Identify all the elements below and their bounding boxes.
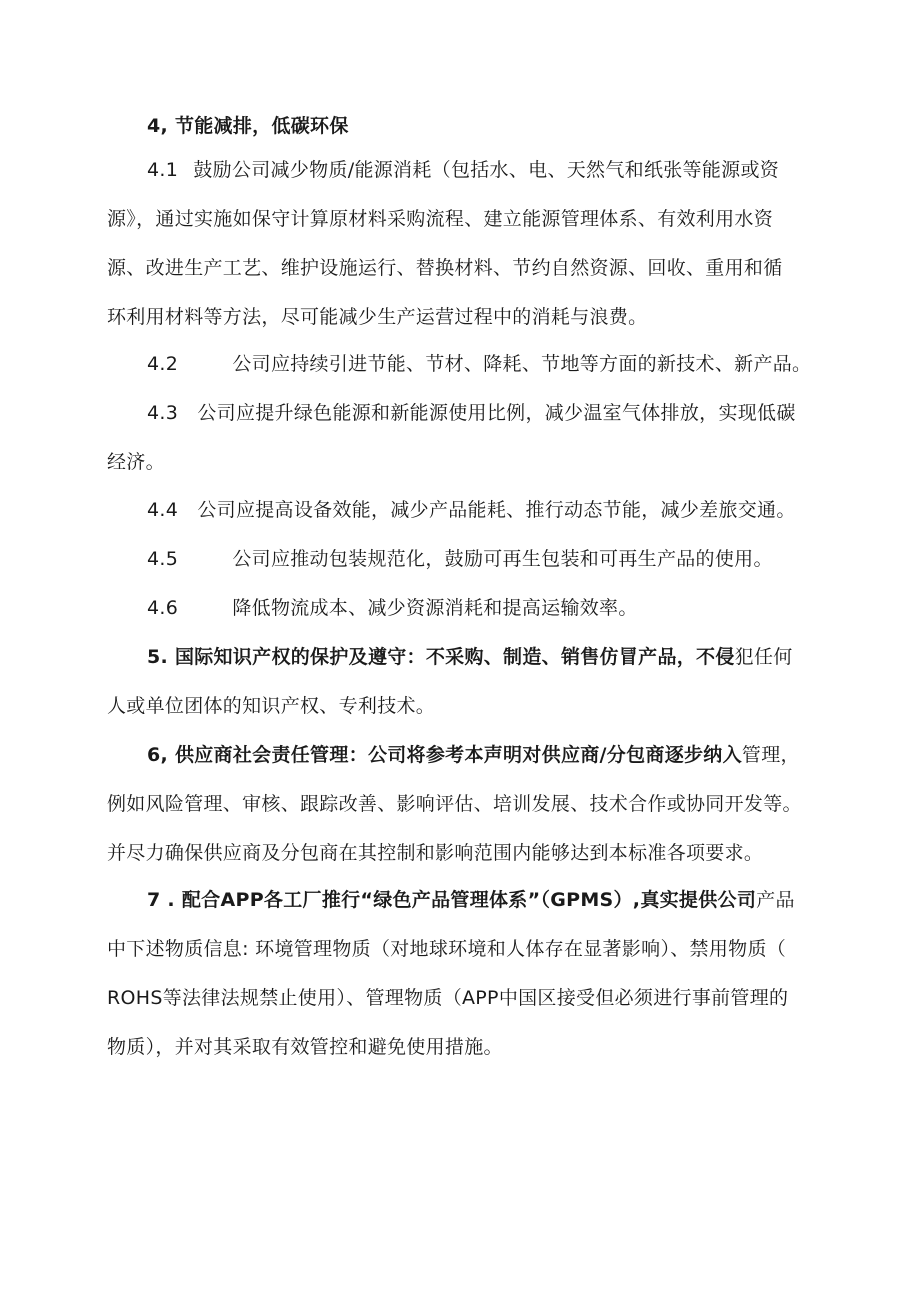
item-4-1-line-1: 鼓励公司减少物质/能源消耗（包括水、电、天然气和纸张等能源或资 <box>193 159 780 181</box>
item-4-5-number: 4.5 <box>147 548 179 570</box>
section-7-line-2: 中下述物质信息: 环境管理物质（对地球环境和人体存在显著影响）、禁用物质（ <box>107 938 787 960</box>
item-4-2 <box>107 340 819 389</box>
item-4-3 <box>107 389 819 487</box>
section-6-lead-rest: 管理， <box>741 744 800 766</box>
item-4-3-number: 4.3 <box>147 402 179 424</box>
section-7-line-4: 物质），并对其采取有效管控和避免使用措施。 <box>107 1036 503 1058</box>
section-7 <box>107 876 819 1072</box>
section-7-lead-rest: 产品 <box>756 889 795 911</box>
section-4-heading-text: 4, 节能减排，低碳环保 <box>147 115 349 137</box>
item-4-4 <box>107 486 819 535</box>
section-5-bold-lead: 5. 国际知识产权的保护及遵守：不采购、制造、销售仿冒产品，不侵 <box>147 646 735 668</box>
item-4-1-number: 4.1 <box>147 159 179 181</box>
section-6 <box>107 731 819 878</box>
item-4-6-text: 降低物流成本、减少资源消耗和提高运输效率。 <box>232 597 638 619</box>
item-4-2-number: 4.2 <box>147 353 179 375</box>
item-4-6-number: 4.6 <box>147 597 179 619</box>
section-5-line-2: 人或单位团体的知识产权、专利技术。 <box>107 695 436 717</box>
item-4-3-line-1: 公司应提升绿色能源和新能源使用比例，减少温室气体排放，实现低碳 <box>197 402 796 424</box>
section-6-line-3: 并尽力确保供应商及分包商在其控制和影响范围内能够达到本标准各项要求。 <box>107 842 764 864</box>
item-4-4-number: 4.4 <box>147 499 179 521</box>
item-4-1 <box>107 146 819 342</box>
section-7-line-3: ROHS等法律法规禁止使用）、管理物质（APP中国区接受但必须进行事前管理的 <box>107 987 789 1009</box>
section-5-lead-rest: 犯任何 <box>734 646 793 668</box>
item-4-5-text: 公司应推动包装规范化，鼓励可再生包装和可再生产品的使用。 <box>232 548 773 570</box>
item-4-1-line-2: 源》，通过实施如保守计算原材料采购流程、建立能源管理体系、有效利用水资 <box>107 208 774 230</box>
section-7-bold-lead: 7 . 配合APP各工厂推行“绿色产品管理体系”（GPMS）,真实提供公司 <box>147 889 757 911</box>
item-4-3-line-2: 经济。 <box>107 451 165 473</box>
section-4-heading <box>107 102 819 151</box>
item-4-6 <box>107 584 819 633</box>
item-4-2-text: 公司应持续引进节能、节材、降耗、节地等方面的新技术、新产品。 <box>232 353 812 375</box>
item-4-5 <box>107 535 819 584</box>
section-6-line-2: 例如风险管理、审核、跟踪改善、影响评估、培训发展、技术合作或协同开发等。 <box>107 793 802 815</box>
section-5 <box>107 633 819 731</box>
section-6-bold-lead: 6, 供应商社会责任管理：公司将参考本声明对供应商/分包商逐步纳入 <box>147 744 742 766</box>
item-4-1-line-3: 源、改进生产工艺、维护设施运行、替换材料、节约自然资源、回收、重用和循 <box>107 257 783 279</box>
item-4-1-line-4: 环利用材料等方法，尽可能减少生产运营过程中的消耗与浪费。 <box>107 306 648 328</box>
item-4-4-text: 公司应提高设备效能，减少产品能耗、推行动态节能，减少差旅交通。 <box>197 499 796 521</box>
